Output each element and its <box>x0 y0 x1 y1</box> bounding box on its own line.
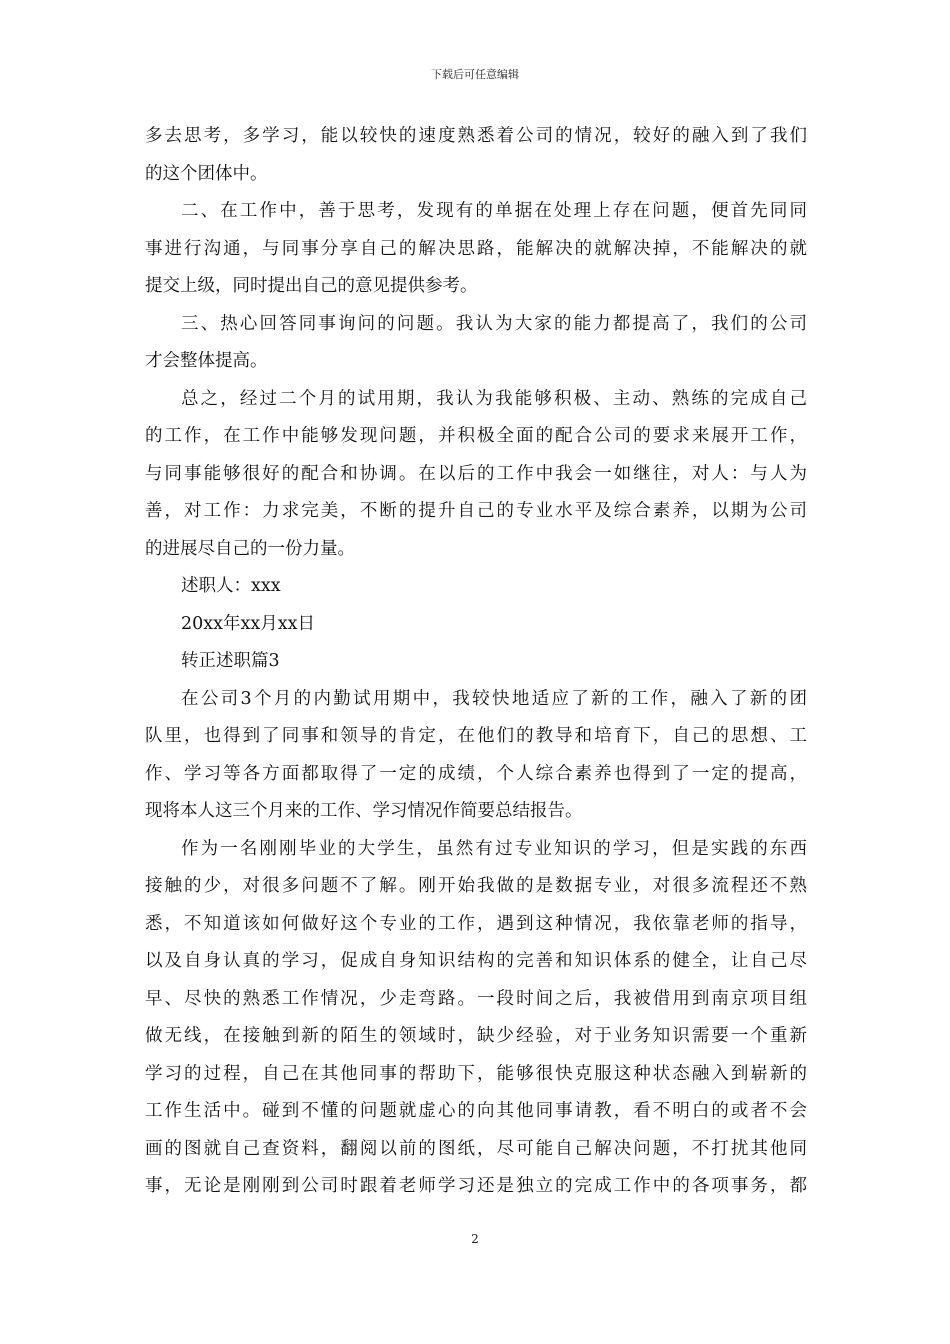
text-line: 早、尽快的熟悉工作情况，少走弯路。一段时间之后，我被借用到南京项目组 <box>145 988 807 1009</box>
page-header: 下载后可任意编辑 <box>431 68 519 81</box>
text-line: 学习的过程，自己在其他同事的帮助下，能够很快克服这种状态融入到崭新的 <box>145 1063 807 1084</box>
text-line: 事，无论是刚刚到公司时跟着老师学习还是独立的完成工作中的各项事务，都 <box>145 1176 807 1196</box>
text-line: 提交上级，同时提出自己的意见提供参考。 <box>145 276 478 296</box>
text-line: 在公司3个月的内勤试用期中，我较快地适应了新的工作，融入了新的团 <box>181 688 807 709</box>
text-line: 总之，经过二个月的试用期，我认为我能够积极、主动、熟练的完成自己 <box>181 388 807 409</box>
text-line: 以及自身认真的学习，促成自身知识结构的完善和知识体系的健全，让自己尽 <box>145 951 807 971</box>
document-body <box>145 118 807 1206</box>
text-line: 转正述职篇3 <box>181 651 280 671</box>
text-line: 述职人：xxx <box>181 576 281 596</box>
text-line: 20xx年xx月xx日 <box>181 613 315 634</box>
text-line: 画的图就自己查资料，翻阅以前的图纸，尽可能自己解决问题，不打扰其他同 <box>145 1138 807 1159</box>
text-line: 悉，不知道该如何做好这个专业的工作，遇到这种情况，我依靠老师的指导， <box>145 913 807 934</box>
text-line: 事进行沟通，与同事分享自己的解决思路，能解决的就解决掉，不能解决的就 <box>145 238 807 259</box>
text-line: 工作生活中。碰到不懂的问题就虚心的向其他同事请教，看不明白的或者不会 <box>145 1101 807 1121</box>
text-line: 做无线，在接触到新的陌生的领域时，缺少经验，对于业务知识需要一个重新 <box>145 1026 807 1046</box>
text-line: 作、学习等各方面都取得了一定的成绩，个人综合素养也得到了一定的提高， <box>145 763 807 784</box>
text-line: 才会整体提高。 <box>145 351 268 371</box>
text-line: 的这个团体中。 <box>145 163 268 184</box>
text-line: 接触的少，对很多问题不了解。刚开始我做的是数据专业，对很多流程还不熟 <box>145 876 807 896</box>
text-line: 二、在工作中，善于思考，发现有的单据在处理上存在问题，便首先同同 <box>181 201 807 221</box>
page-number: 2 <box>471 1232 479 1246</box>
text-line: 现将本人这三个月来的工作、学习情况作简要总结报告。 <box>145 801 583 821</box>
text-line: 善，对工作：力求完美，不断的提升自己的专业水平及综合素养，以期为公司 <box>145 501 807 521</box>
text-line: 的进展尽自己的一份力量。 <box>145 538 355 559</box>
text-line: 作为一名刚刚毕业的大学生，虽然有过专业知识的学习，但是实践的东西 <box>181 838 807 859</box>
text-line: 多去思考，多学习，能以较快的速度熟悉着公司的情况，较好的融入到了我们 <box>145 126 807 146</box>
text-line: 三、热心回答同事询问的问题。我认为大家的能力都提高了，我们的公司 <box>181 313 807 334</box>
text-line: 队里，也得到了同事和领导的肯定，在他们的教导和培育下，自己的思想、工 <box>145 726 807 746</box>
text-line: 与同事能够很好的配合和协调。在以后的工作中我会一如继往，对人：与人为 <box>145 463 807 484</box>
text-line: 的工作，在工作中能够发现问题，并积极全面的配合公司的要求来展开工作， <box>145 426 807 446</box>
